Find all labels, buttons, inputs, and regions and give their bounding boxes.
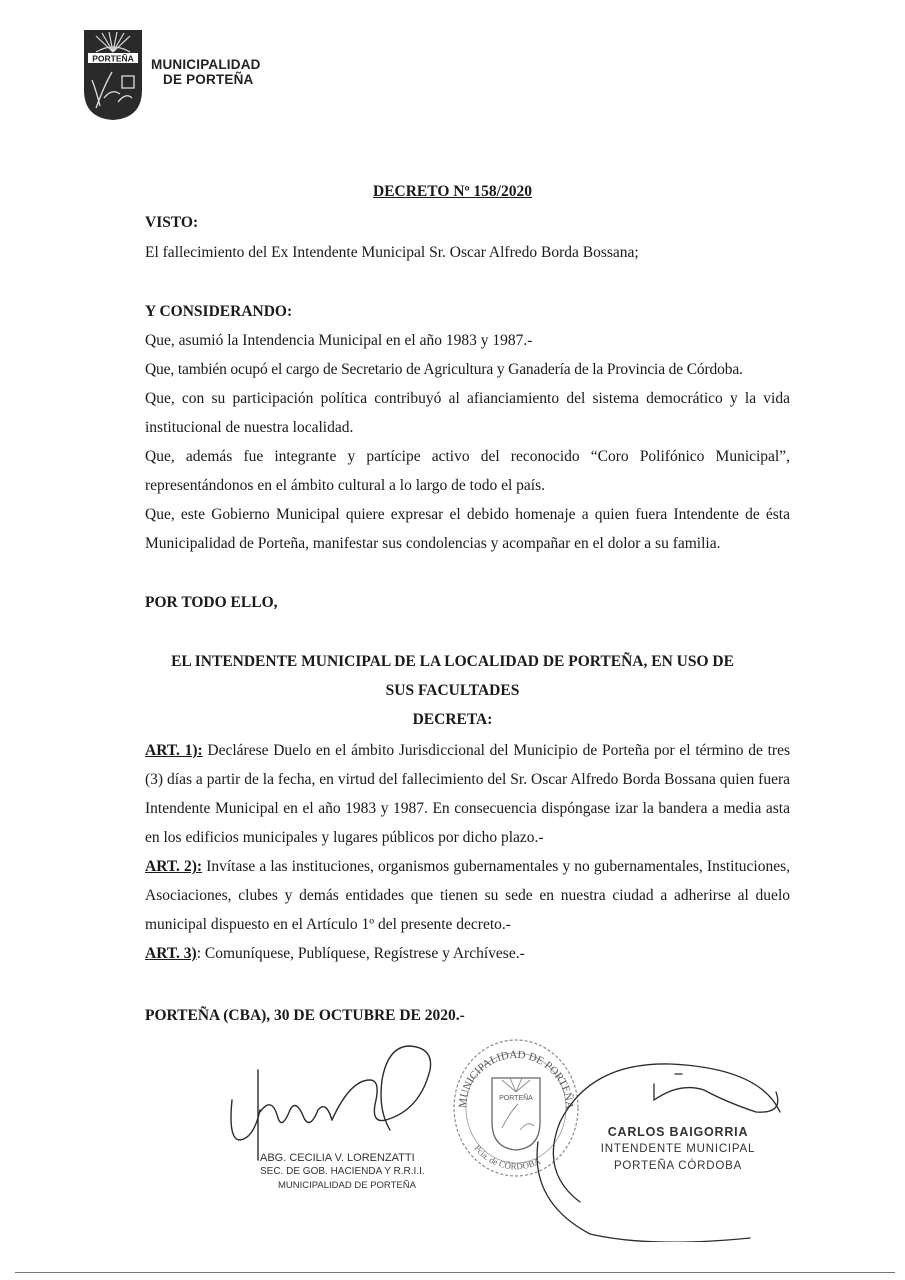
municipal-shield-logo bbox=[82, 28, 144, 122]
authority-line1: EL INTENDENTE MUNICIPAL DE LA LOCALIDAD DE PORTEÑA, EN USO DE bbox=[171, 653, 734, 670]
article-3 bbox=[145, 939, 790, 968]
page-bottom-rule bbox=[15, 1272, 895, 1273]
considerando-item: Que, con su participación política contribuyó al afianciamiento del sistema democrático y la vida institucional de nuestra localidad. bbox=[145, 390, 790, 436]
article-2-text: Invítase a las instituciones, organismos gubernamentales y no gubernamentales, Instituciones, Asociaciones, clubes y demás entidades que tienen su sede en nuestra ciudad a adherirse al duelo municipal dispuesto en el Artículo 1º del presente decreto.- bbox=[145, 858, 790, 933]
municipality-name-line2: DE PORTEÑA bbox=[163, 72, 254, 87]
signature-right-name: CARLOS BAIGORRIA bbox=[607, 1125, 749, 1139]
signature-right-block bbox=[598, 1124, 758, 1175]
signature-right-role: INTENDENTE MUNICIPAL bbox=[600, 1143, 756, 1155]
signature-left-name: ABG. CECILIA V. LORENZATTI bbox=[260, 1152, 415, 1164]
article-3-text: : Comuníquese, Publíquese, Regístrese y Archívese.- bbox=[196, 945, 525, 962]
considerando-heading: Y CONSIDERANDO: bbox=[145, 303, 293, 320]
seal-inner-caption: PORTEÑA bbox=[499, 1095, 533, 1102]
visto-heading: VISTO: bbox=[145, 214, 199, 231]
svg-text:PORTEÑA: PORTEÑA bbox=[92, 53, 134, 64]
considerando-item: Que, además fue integrante y partícipe activo del reconocido “Coro Polifónico Municipal”, representándonos en el ámbito cultural a lo largo de todo el país. bbox=[145, 448, 790, 494]
svg-text:MUNICIPALIDAD DE PORTEÑA: MUNICIPALIDAD DE PORTEÑA bbox=[456, 1048, 576, 1110]
article-2-label: ART. 2): bbox=[145, 858, 203, 875]
decreta-heading: DECRETA: bbox=[412, 711, 493, 728]
por-todo-ello: POR TODO ELLO, bbox=[145, 594, 278, 611]
seal-bottom-text: Pcia. de CÓRDOBA bbox=[472, 1142, 542, 1172]
signature-left-block bbox=[260, 1151, 425, 1193]
municipality-name bbox=[151, 57, 261, 87]
considerando-item: Que, también ocupó el cargo de Secretario de Agricultura y Ganadería de la Provincia de Córdoba. bbox=[145, 361, 743, 378]
authority-line2: SUS FACULTADES bbox=[385, 682, 520, 699]
considerando-item: Que, este Gobierno Municipal quiere expresar el debido homenaje a quien fuera Intendente de ésta Municipalidad de Porteña, manifestar sus condolencias y acompañar en el dolor a su familia. bbox=[145, 506, 790, 552]
date-line: PORTEÑA (CBA), 30 DE OCTUBRE DE 2020.- bbox=[145, 1007, 465, 1024]
considerando-item: Que, asumió la Intendencia Municipal en el año 1983 y 1987.- bbox=[145, 332, 533, 349]
article-3-label: ART. 3) bbox=[145, 945, 197, 962]
signature-right-place: PORTEÑA CÓRDOBA bbox=[613, 1160, 743, 1172]
signature-left-role: SEC. DE GOB. HACIENDA Y R.R.I.I. bbox=[260, 1166, 425, 1177]
visto-text: El fallecimiento del Ex Intendente Municipal Sr. Oscar Alfredo Borda Bossana; bbox=[145, 244, 639, 261]
municipality-name-line1: MUNICIPALIDAD bbox=[151, 57, 261, 72]
decree-title: DECRETO Nº 158/2020 bbox=[373, 183, 532, 200]
article-1-text: Declárese Duelo en el ámbito Jurisdiccional del Municipio de Porteña por el término de tres (3) días a partir de la fecha, en virtud del fallecimiento del Sr. Oscar Alfredo Borda Bossana quien fuera Intendente Municipal en el año 1983 y 1987. En consecuencia dispóngase izar la bandera a media asta en los edificios municipales y lugares públicos por dicho plazo.- bbox=[145, 742, 790, 846]
signature-left-org: MUNICIPALIDAD DE PORTEÑA bbox=[278, 1180, 416, 1191]
article-1 bbox=[145, 736, 790, 852]
article-1-label: ART. 1): bbox=[145, 742, 203, 759]
article-2 bbox=[145, 852, 790, 939]
